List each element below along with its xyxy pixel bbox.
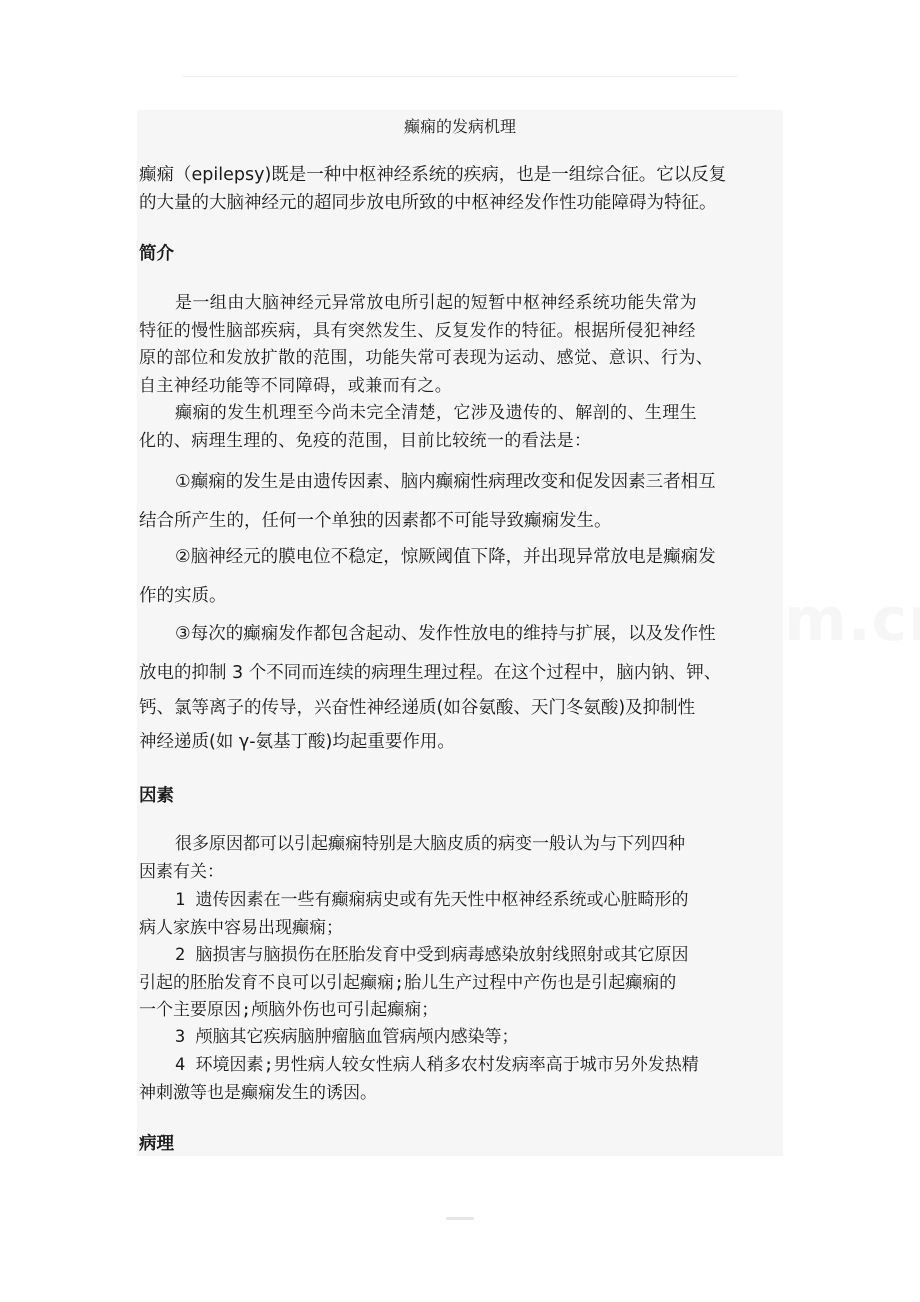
text-line: 因素有关： [139,861,224,882]
mechanism-point-2 [139,538,783,616]
footer-page-mark [446,1217,474,1220]
text-line: 自主神经功能等不同障碍，或兼而有之。 [139,375,453,396]
intro-line: 癫痫（epilepsy)既是一种中枢神经系统的疾病，也是一组综合征。它以反复 [139,165,727,185]
intro-paragraph [139,161,783,217]
text-line: 一个主要原因;颅脑外伤也可引起癫痫； [139,1000,439,1020]
text-line: ③每次的癫痫发作都包含起动、发作性放电的维持与扩展，以及发作性 [175,624,716,644]
text-line: 化的、病理生理的、免疫的范围，目前比较统一的看法是： [139,430,592,451]
section-heading-pathology: 病理 [139,1134,174,1154]
text-line: 钙、氯等离子的传导，兴奋性神经递质(如谷氨酸、天门冬氨酸)及抑制性 [139,698,696,718]
section-heading-intro: 简介 [139,244,174,264]
factor-item-3 [139,1024,783,1052]
text-line: 1 遗传因素在一些有癫痫病史或有先天性中枢神经系统或心脏畸形的 [175,890,689,910]
text-line: 3 颅脑其它疾病脑肿瘤脑血管病颅内感染等； [175,1027,519,1047]
factors-paragraph [139,831,783,886]
text-line: 癫痫的发生机理至今尚未完全清楚，它涉及遗传的、解剖的、生理生 [175,403,697,423]
text-line: 放电的抑制 3 个不同而连续的病理生理过程。在这个过程中，脑内钠、钾、 [139,663,722,683]
factor-item-1 [139,887,783,942]
text-line: 原的部位和发放扩散的范围，功能失常可表现为运动、感觉、意识、行为、 [139,348,714,368]
factor-item-4 [139,1052,783,1107]
text-line: 2 脑损害与脑损伤在胚胎发育中受到病毒感染放射线照射或其它原因 [175,945,689,965]
text-line: 病人家族中容易出现癫痫； [139,917,343,938]
text-line: 结合所产生的，任何一个单独的因素都不可能导致癫痫发生。 [139,511,612,531]
document-page [137,110,783,1156]
factor-item-2 [139,942,783,1025]
text-line: 神刺激等也是癫痫发生的诱因。 [139,1082,377,1103]
intro-line: 的大量的大脑神经元的超同步放电所致的中枢神经发作性功能障碍为特征。 [139,193,717,213]
overview-paragraph-2 [139,400,783,455]
mechanism-point-1 [139,463,783,541]
document-title: 癫痫的发病机理 [403,117,516,136]
text-line: 神经递质(如 γ-氨基丁酸)均起重要作用。 [139,732,455,752]
text-line: 引起的胚胎发育不良可以引起癫痫;胎儿生产过程中产伤也是引起癫痫的 [139,972,677,993]
overview-paragraph-1 [139,290,783,400]
header-rule [183,76,737,77]
section-heading-factors: 因素 [139,786,174,806]
mechanism-point-3 [139,615,783,762]
text-line: 作的实质。 [139,586,227,606]
text-line: 4 环境因素;男性病人较女性病人稍多农村发病率高于城市另外发热精 [175,1055,699,1075]
text-line: 特征的慢性脑部疾病，具有突然发生、反复发作的特征。根据所侵犯神经 [139,320,696,341]
text-line: 是一组由大脑神经元异常放电所引起的短暂中枢神经系统功能失常为 [175,293,697,313]
text-line: 很多原因都可以引起癫痫特别是大脑皮质的病变一般认为与下列四种 [175,834,685,854]
text-line: ②脑神经元的膜电位不稳定，惊厥阈值下降，并出现异常放电是癫痫发 [175,547,716,567]
text-line: ①癫痫的发生是由遗传因素、脑内癫痫性病理改变和促发因素三者相互 [175,472,716,492]
